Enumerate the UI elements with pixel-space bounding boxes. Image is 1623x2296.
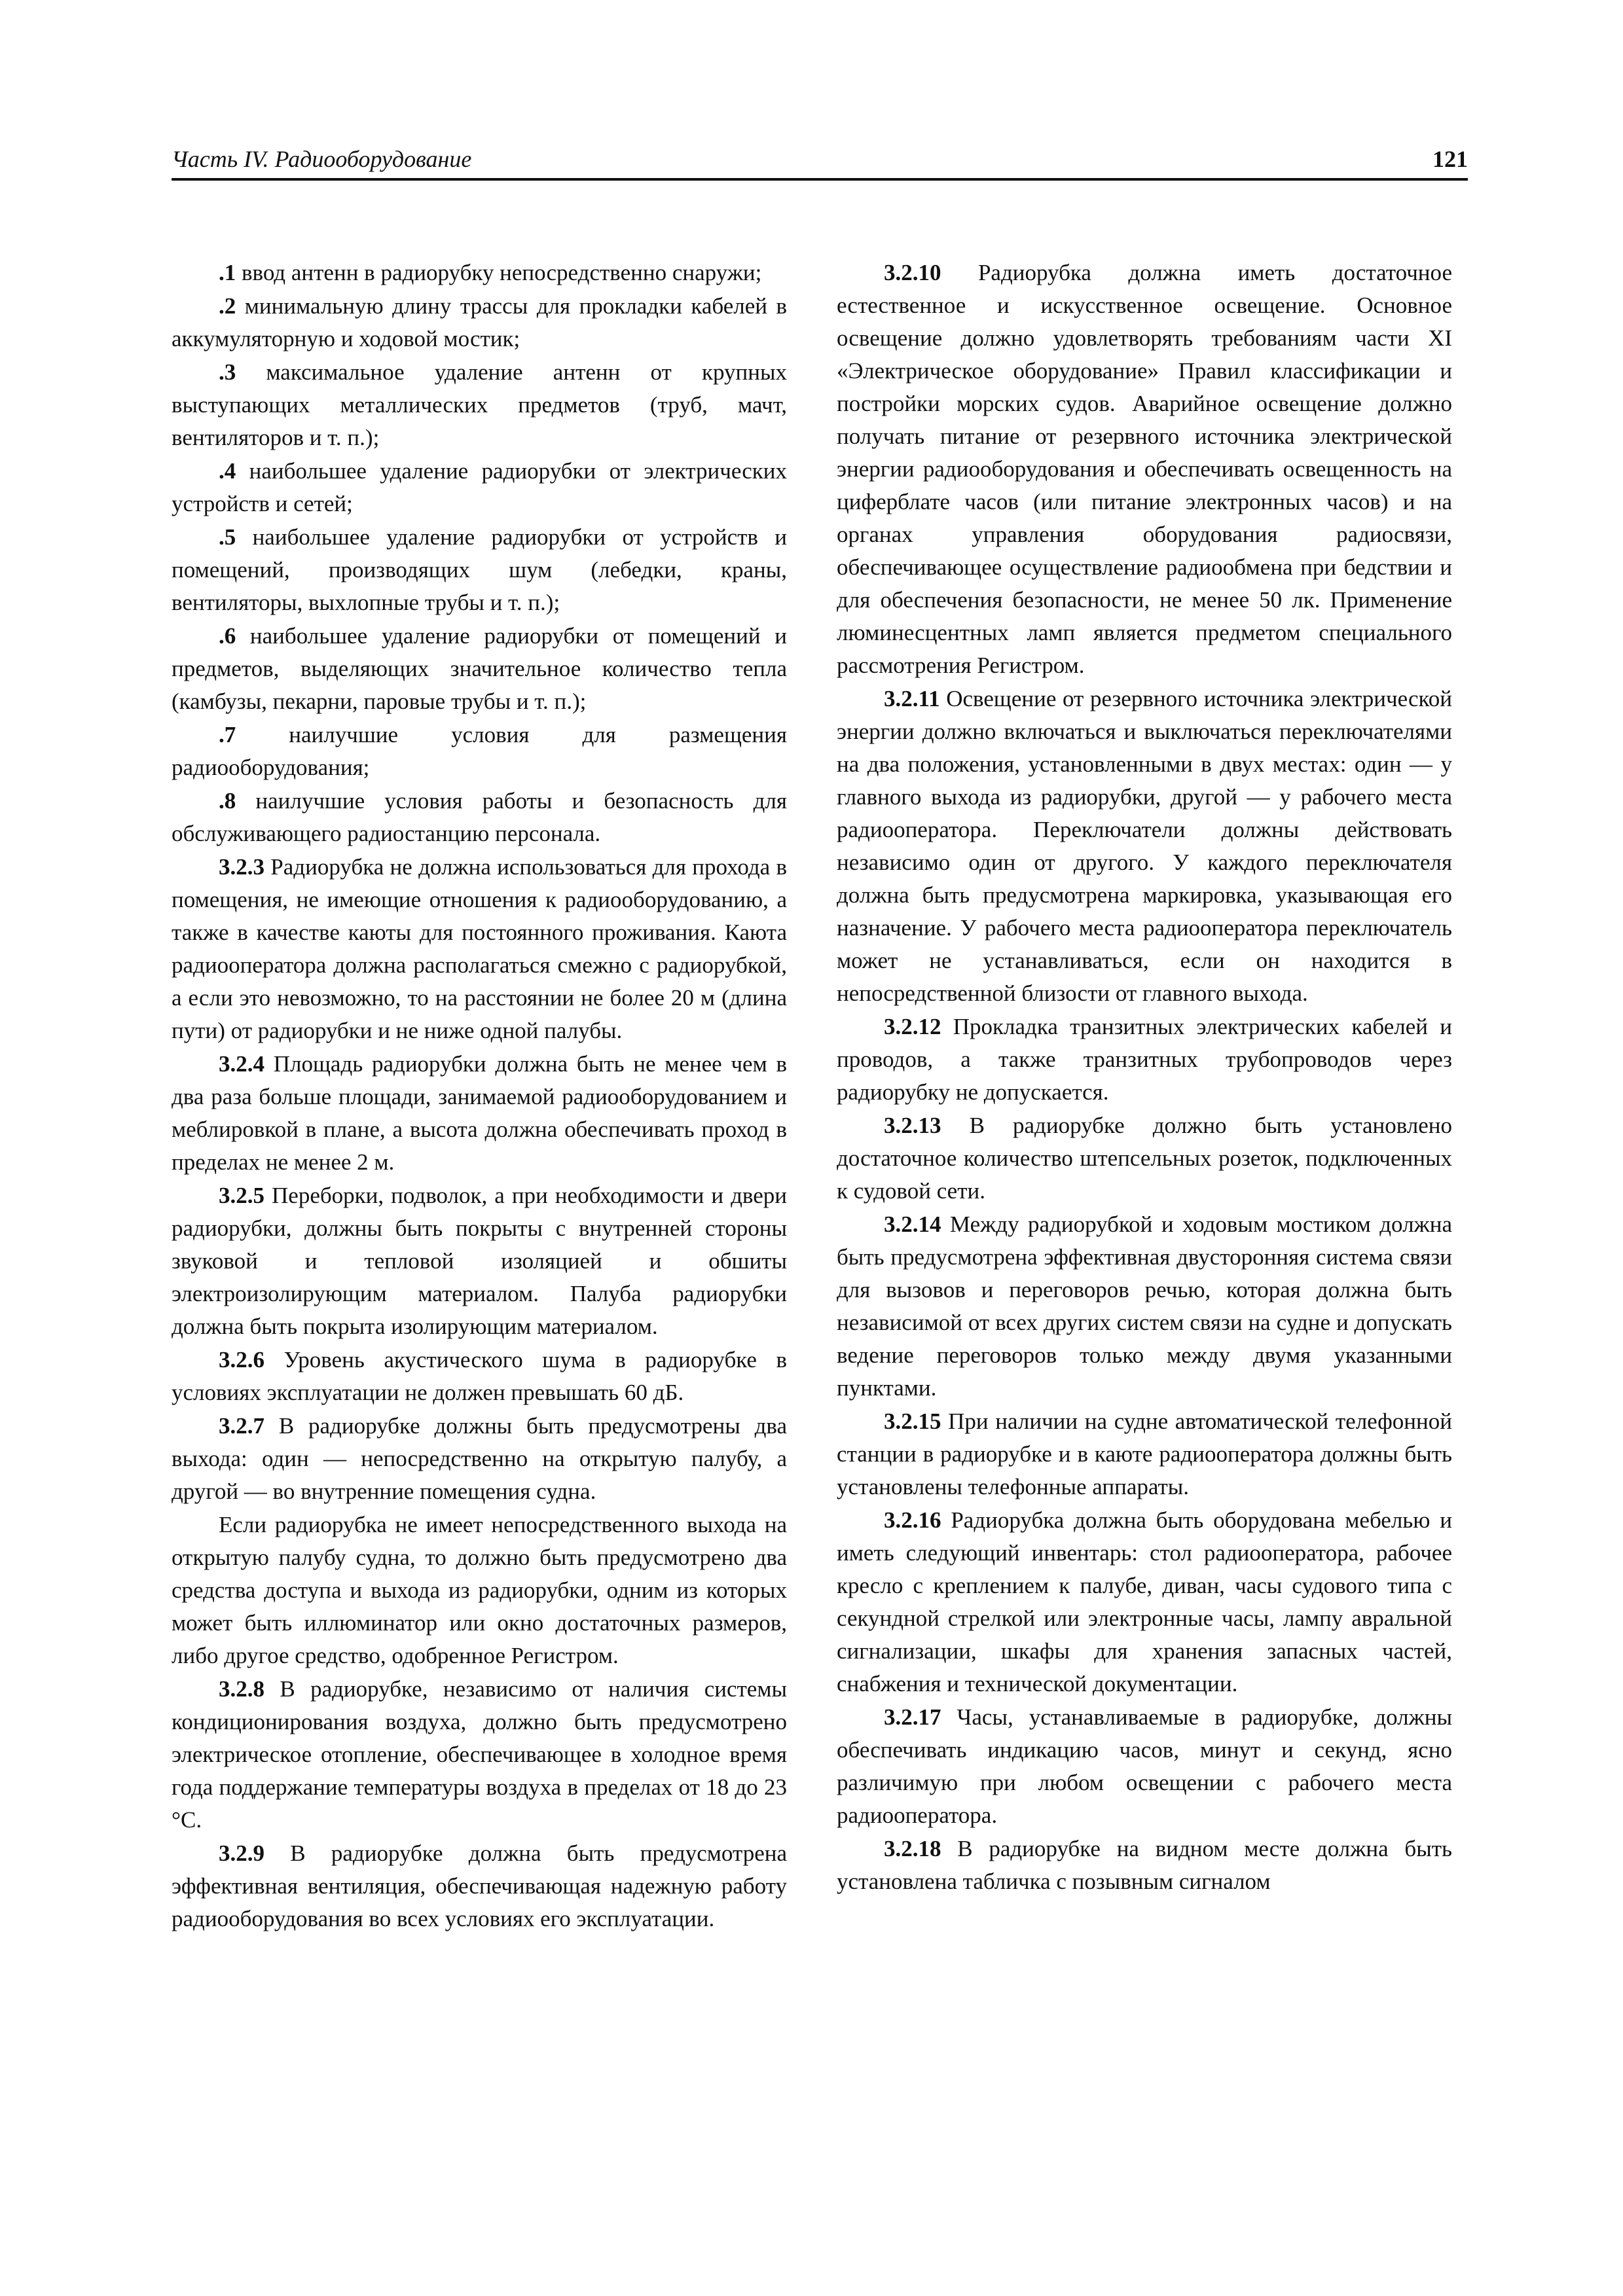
clause-number: 3.2.15 xyxy=(884,1408,941,1434)
clause-number: 3.2.6 xyxy=(219,1347,264,1372)
page-header xyxy=(172,145,1468,178)
paragraph xyxy=(837,1011,1452,1109)
paragraph xyxy=(837,1504,1452,1700)
clause-number: 3.2.14 xyxy=(884,1211,941,1237)
paragraph xyxy=(172,785,787,850)
clause-number: .3 xyxy=(219,359,236,385)
paragraph-text: наилучшие условия работы и безопасность для обслуживающего радиостанцию персонала. xyxy=(172,788,787,846)
clause-number: .5 xyxy=(219,524,236,550)
paragraph-text: Уровень акустического шума в радиорубке в условиях эксплуатации не должен превышать 60 дБ. xyxy=(172,1347,787,1405)
clause-number: .8 xyxy=(219,788,236,814)
paragraph xyxy=(837,683,1452,1010)
clause-number: .4 xyxy=(219,458,236,484)
paragraph xyxy=(172,290,787,355)
clause-number: 3.2.16 xyxy=(884,1507,941,1533)
paragraph-text: Между радиорубкой и ходовым мостиком должна быть предусмотрена эффективная двусторонняя система связи для вызовов и переговоров речью, которая должна быть независимой от всех других систем связи на судне и допускать ведение переговоров только между двумя указанными пунктами. xyxy=(837,1211,1452,1401)
clause-number: .2 xyxy=(219,293,236,319)
clause-number: .7 xyxy=(219,722,236,747)
paragraph xyxy=(837,1208,1452,1405)
paragraph-text: Освещение от резервного источника электрической энергии должно включаться и выключаться переключателями на два положения, установленными в двух местах: один — у главного выхода из радиорубки, другой — у рабочего места радиооператора. Переключатели должны действовать независимо один от другого. У каждого переключателя должна быть предусмотрена маркировка, указывающая его назначение. У рабочего места радиооператора переключатель может не устанавливаться, если он находится в непосредственной близости от главного выхода. xyxy=(837,686,1452,1006)
right-column xyxy=(837,257,1452,1899)
clause-number: 3.2.5 xyxy=(219,1183,264,1208)
clause-number: 3.2.8 xyxy=(219,1676,264,1702)
clause-number: .1 xyxy=(219,260,236,285)
paragraph-text: ввод антенн в радиорубку непосредственно снаружи; xyxy=(236,260,762,285)
paragraph-text: наибольшее удаление радиорубки от электрических устройств и сетей; xyxy=(172,458,787,516)
paragraph xyxy=(172,257,787,289)
paragraph xyxy=(172,1410,787,1508)
left-column xyxy=(172,257,787,1936)
paragraph-text: В радиорубке должны быть предусмотрены два выхода: один — непосредственно на открытую палубу, а другой — во внутренние помещения судна. xyxy=(172,1413,787,1504)
paragraph-text: Часы, устанавливаемые в радиорубке, должны обеспечивать индикацию часов, минут и секунд, ясно различимую при любом освещении с рабочего места радиооператора. xyxy=(837,1704,1452,1828)
page-number: 121 xyxy=(1432,146,1468,172)
paragraph xyxy=(172,851,787,1047)
paragraph-text: Площадь радиорубки должна быть не менее чем в два раза больше площади, занимаемой радиооборудованием и меблировкой в плане, а высота должна обеспечивать проход в пределах не менее 2 м. xyxy=(172,1051,787,1175)
paragraph xyxy=(172,455,787,520)
paragraph xyxy=(172,719,787,784)
paragraph-text: Переборки, подволок, а при необходимости и двери радиорубки, должны быть покрыты с внутренней стороны звуковой и тепловой изоляцией и обшиты электроизолирующим материалом. Палуба радиорубки должна быть покрыта изолирующим материалом. xyxy=(172,1183,787,1339)
paragraph xyxy=(172,1673,787,1837)
clause-number: 3.2.18 xyxy=(884,1836,941,1861)
paragraph xyxy=(172,1179,787,1343)
paragraph-text: В радиорубке должна быть предусмотрена эффективная вентиляция, обеспечивающая надежную работу радиооборудования во всех условиях его эксплуатации. xyxy=(172,1840,787,1931)
paragraph xyxy=(172,1837,787,1935)
paragraph-text: Радиорубка должна иметь достаточное естественное и искусственное освещение. Основное освещение должно удовлетворять требованиям части XI «Электрическое оборудование» Правил классификации и постройки морских судов. Аварийное освещение должно получать питание от резервного источника электрической энергии радиооборудования и обеспечивать освещенность на циферблате часов (или питание электронных часов) и на органах управления оборудования радиосвязи, обеспечивающее осуществление радиообмена при бедствии и для обеспечения безопасности, не менее 50 лк. Применение люминесцентных ламп является предметом специального рассмотрения Регистром. xyxy=(837,260,1452,678)
paragraph-text: наибольшее удаление радиорубки от устройств и помещений, производящих шум (лебедки, краны, вентиляторы, выхлопные трубы и т. п.); xyxy=(172,524,787,615)
paragraph xyxy=(172,1509,787,1672)
paragraph xyxy=(837,1833,1452,1898)
paragraph-text: Если радиорубка не имеет непосредственного выхода на открытую палубу судна, то должно быть предусмотрено два средства доступа и выхода из радиорубки, одним из которых может быть иллюминатор или окно достаточных размеров, либо другое средство, одобренное Регистром. xyxy=(172,1512,787,1668)
paragraph-text: максимальное удаление антенн от крупных выступающих металлических предметов (труб, мачт, вентиляторов и т. п.); xyxy=(172,359,787,450)
paragraph-text: наибольшее удаление радиорубки от помещений и предметов, выделяющих значительное количество тепла (камбузы, пекарни, паровые трубы и т. п.); xyxy=(172,623,787,714)
clause-number: 3.2.4 xyxy=(219,1051,264,1077)
paragraph xyxy=(837,1701,1452,1832)
paragraph-text: В радиорубке на видном месте должна быть установлена табличка с позывным сигналом xyxy=(837,1836,1452,1894)
paragraph xyxy=(172,1344,787,1409)
paragraph-text: В радиорубке должно быть установлено достаточное количество штепсельных розеток, подключенных к судовой сети. xyxy=(837,1113,1452,1204)
paragraph-text: наилучшие условия для размещения радиооборудования; xyxy=(172,722,787,780)
clause-number: 3.2.13 xyxy=(884,1113,941,1138)
clause-number: 3.2.11 xyxy=(884,686,940,711)
clause-number: 3.2.12 xyxy=(884,1014,941,1039)
paragraph-text: В радиорубке, независимо от наличия системы кондиционирования воздуха, должно быть предусмотрено электрическое отопление, обеспечивающее в холодное время года поддержание температуры воздуха в пределах от 18 до 23 °С. xyxy=(172,1676,787,1833)
clause-number: 3.2.9 xyxy=(219,1840,264,1866)
paragraph-text: минимальную длину трассы для прокладки кабелей в аккумуляторную и ходовой мостик; xyxy=(172,293,787,351)
paragraph-text: Радиорубка должна быть оборудована мебелью и иметь следующий инвентарь: стол радиооператора, рабочее кресло с креплением к палубе, диван, часы судового типа с секундной стрелкой или электронные часы, лампу авральной сигнализации, шкафы для хранения запасных частей, снабжения и технической документации. xyxy=(837,1507,1452,1696)
paragraph xyxy=(837,257,1452,682)
clause-number: 3.2.17 xyxy=(884,1704,941,1730)
clause-number: 3.2.7 xyxy=(219,1413,264,1439)
paragraph xyxy=(837,1405,1452,1503)
paragraph-text: Прокладка транзитных электрических кабелей и проводов, а также транзитных трубопроводов через радиорубку не допускается. xyxy=(837,1014,1452,1105)
paragraph-text: При наличии на судне автоматической телефонной станции в радиорубке и в каюте радиооператора должны быть установлены телефонные аппараты. xyxy=(837,1408,1452,1499)
paragraph xyxy=(172,521,787,619)
running-head: Часть IV. Радиооборудование xyxy=(172,146,472,172)
paragraph xyxy=(172,620,787,718)
paragraph xyxy=(172,356,787,454)
clause-number: 3.2.3 xyxy=(219,854,264,880)
paragraph xyxy=(837,1109,1452,1208)
header-rule xyxy=(172,178,1468,181)
clause-number: 3.2.10 xyxy=(884,260,941,285)
clause-number: .6 xyxy=(219,623,236,649)
paragraph-text: Радиорубка не должна использоваться для прохода в помещения, не имеющие отношения к радиооборудованию, а также в качестве каюты для постоянного проживания. Каюта радиооператора должна располагаться смежно с радиорубкой, а если это невозможно, то на расстоянии не более 20 м (длина пути) от радиорубки и не ниже одной палубы. xyxy=(172,854,787,1043)
paragraph xyxy=(172,1048,787,1179)
